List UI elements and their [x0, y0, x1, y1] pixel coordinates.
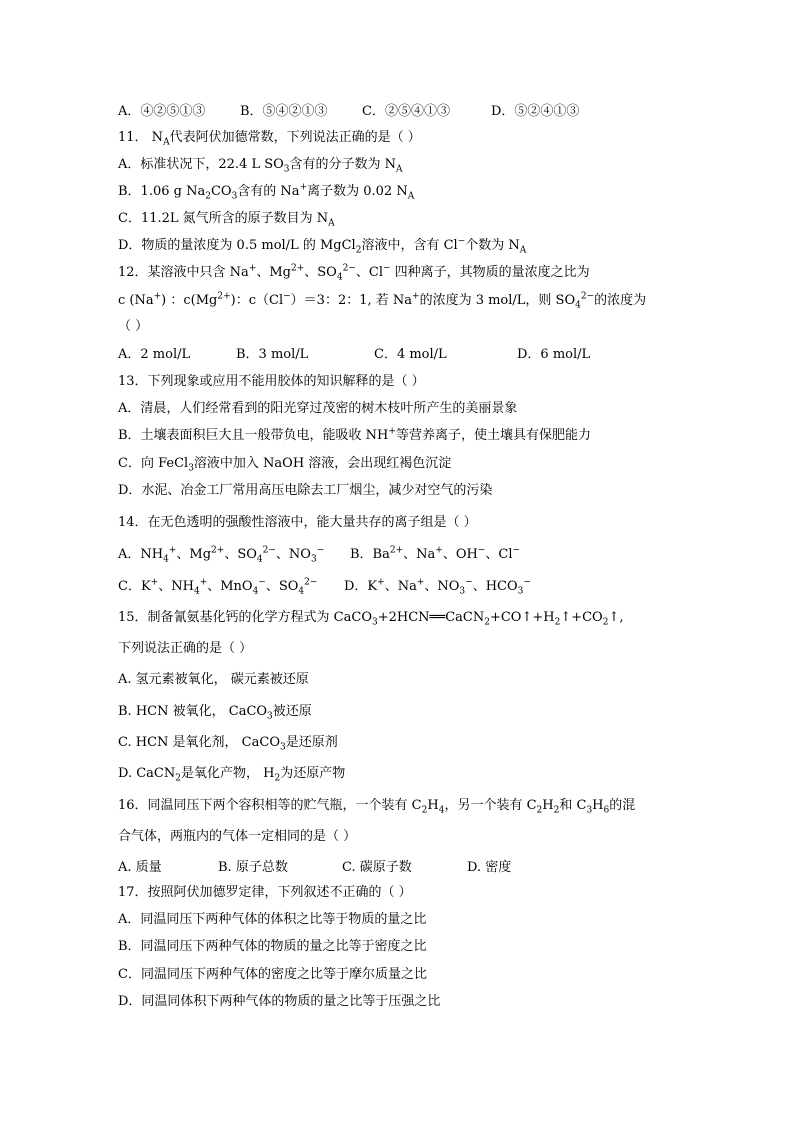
q15-stem-line2: 下列说法正确的是（ ）: [118, 641, 253, 656]
q12-stem-line2: c (Na+) ：$c(Mg^{2+})$：c（Cl−）＝3：2：1, 若 Na+的浓度为 3 mol/L，则 $SO_4^{2-}$的浓度为: [118, 291, 647, 311]
q12-option-c: C．4 mol/L: [374, 347, 447, 362]
q15-option-c: C. HCN 是氧化剂， CaCO$_3$是还原剂: [118, 735, 338, 753]
q11-option-b: B．1.06 g $Na_2CO_3$含有的 Na+离子数为 0.02 $N_A$: [118, 182, 415, 202]
q10-option-c: C．②⑤④①③: [362, 104, 450, 119]
q15-option-d: D. CaCN$_2$是氧化产物， $H_2$为还原产物: [118, 766, 346, 784]
q13-stem: 13．下列现象或应用不能用胶体的知识解释的是（ ）: [118, 374, 425, 389]
q13-option-b: B．土壤表面积巨大且一般带负电，能吸收 NH+等营养离子，使土壤具有保肥能力: [118, 426, 591, 443]
q17-option-d: D．同温同体积下两种气体的物质的量之比等于压强之比: [118, 994, 441, 1009]
q14-option-d: D．K+、Na+、$NO_3^-$、$HCO_3^-$: [344, 577, 531, 597]
q17-option-a: A．同温同压下两种气体的体积之比等于物质的量之比: [118, 912, 427, 927]
q13-option-c: C．向 FeCl$_3$溶液中加入 NaOH 溶液，会出现红褐色沉淀: [118, 456, 452, 474]
q15-option-a: A. 氢元素被氧化， 碳元素被还原: [118, 672, 309, 687]
q13-option-a: A．清晨，人们经常看到的阳光穿过茂密的树木枝叶所产生的美丽景象: [118, 401, 518, 416]
q11-stem: 11． $N_A$代表阿伏加德常数，下列说法正确的是（ ）: [118, 130, 421, 148]
q13-option-d: D．水泥、冶金工厂常用高压电除去工厂烟尘，减少对空气的污染: [118, 483, 493, 498]
q11-option-a: A．标准状况下，22.4 L $SO_3$含有的分子数为 $N_A$: [118, 157, 403, 175]
q12-option-a: A．2 mol/L: [118, 347, 191, 362]
q14-option-c: C．K+、$NH_4^+$、MnO$_4$−、$SO_4^{2-}$: [118, 577, 318, 597]
q10-option-d: D．⑤②④①③: [491, 104, 580, 119]
q16-option-a: A. 质量: [118, 860, 162, 875]
q12-stem-line3: （ ）: [118, 319, 149, 334]
q14-option-a: A．$NH_4^+$、$Mg^{2+}$、$SO_4^{2-}$、$NO_3^-$: [118, 545, 325, 565]
q16-stem-line1: 16．同温同压下两个容积相等的贮气瓶，一个装有 $C_2H_4$，另一个装有 $C_2H_2$和 $C_3H_6$的混: [118, 798, 636, 816]
q17-option-c: C．同温同压下两种气体的密度之比等于摩尔质量之比: [118, 967, 427, 982]
q12-option-d: D．6 mol/L: [517, 347, 591, 362]
q15-stem-line1: 15．制备氰氨基化钙的化学方程式为 $CaCO_3+2HCN══CaCN_2+CO↑+H_2↑+CO_2↑$,: [118, 610, 624, 628]
q14-option-b: B．$Ba^{2+}$、Na+、OH−、Cl−: [350, 545, 521, 562]
q16-option-b: B. 原子总数: [218, 860, 288, 875]
q11-option-d: D．物质的量浓度为 0.5 mol/L 的 MgCl$_2$溶液中，含有 Cl−个数为 $N_A$: [118, 236, 527, 256]
q16-option-d: D. 密度: [467, 860, 512, 875]
q12-option-b: B．3 mol/L: [236, 347, 309, 362]
q10-option-a: A．④②⑤①③: [118, 104, 206, 119]
q12-stem-line1: 12．某溶液中只含 Na+、$Mg^{2+}$、$SO_4^{2-}$、Cl− 四种离子，其物质的量浓度之比为: [118, 263, 590, 283]
q11-option-c: C．11.2L 氮气所含的原子数目为 $N_A$: [118, 211, 335, 229]
q16-option-c: C. 碳原子数: [342, 860, 412, 875]
q16-stem-line2: 合气体，两瓶内的气体一定相同的是（ ）: [118, 829, 357, 844]
q15-option-b: B. HCN 被氧化， CaCO$_3$被还原: [118, 704, 312, 722]
q17-stem: 17．按照阿伏加德罗定律，下列叙述不正确的（ ）: [118, 885, 412, 900]
q14-stem: 14．在无色透明的强酸性溶液中，能大量共存的离子组是（ ）: [118, 515, 477, 530]
q17-option-b: B．同温同压下两种气体的物质的量之比等于密度之比: [118, 939, 427, 954]
q10-option-b: B．⑤④②①③: [240, 104, 328, 119]
